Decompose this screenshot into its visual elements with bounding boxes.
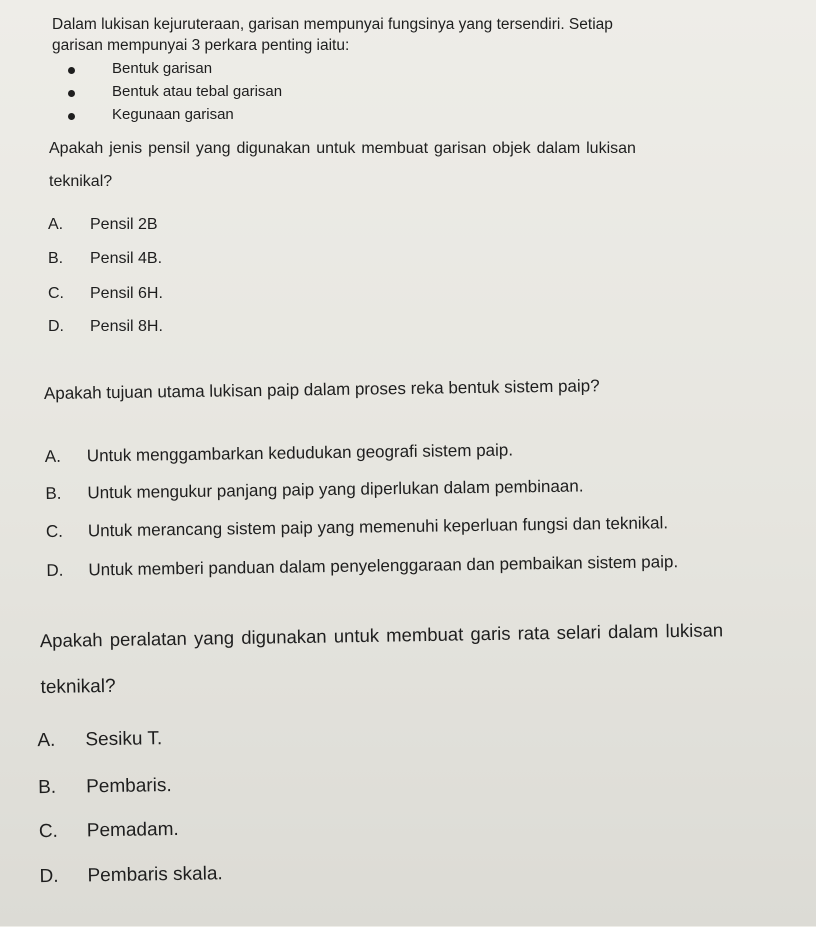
option-text: Pensil 4B. [90, 250, 162, 268]
option-text: Untuk merancang sistem paip yang memenuhi keperluan fungsi dan teknikal. [88, 513, 668, 541]
option-text: Pembaris. [86, 775, 172, 798]
question-1-line-1: Apakah jenis pensil yang digunakan untuk membuat garisan objek dalam lukisan [49, 140, 636, 158]
option-letter: A. [37, 730, 55, 752]
question-1-line-2: teknikal? [49, 173, 112, 191]
option-text: Pensil 8H. [90, 318, 163, 336]
question-2-line-1: Apakah tujuan utama lukisan paip dalam proses reka bentuk sistem paip? [44, 376, 600, 404]
option-letter: B. [45, 484, 61, 504]
option-text: Untuk memberi panduan dalam penyelenggaraan dan pembaikan sistem paip. [88, 552, 678, 580]
option-letter: C. [48, 285, 64, 303]
bullet-text: Kegunaan garisan [112, 106, 234, 123]
option-letter: B. [38, 777, 56, 799]
option-text: Pembaris skala. [87, 863, 223, 887]
intro-line-1: Dalam lukisan kejuruteraan, garisan mempunyai fungsinya yang tersendiri. Setiap [52, 16, 613, 34]
option-letter: D. [46, 561, 63, 581]
bullet-text: Bentuk atau tebal garisan [112, 83, 282, 100]
option-text: Pensil 6H. [90, 285, 163, 303]
option-text: Untuk mengukur panjang paip yang diperlukan dalam pembinaan. [87, 476, 583, 503]
option-letter: D. [48, 318, 64, 336]
option-letter: A. [48, 216, 63, 234]
intro-line-2: garisan mempunyai 3 perkara penting iaitu: [52, 37, 349, 55]
option-text: Pensil 2B [90, 216, 158, 234]
question-3-line-1: Apakah peralatan yang digunakan untuk membuat garis rata selari dalam lukisan [40, 619, 724, 652]
bullet-text: Bentuk garisan [112, 60, 212, 77]
option-letter: D. [39, 866, 58, 888]
option-letter: B. [48, 250, 63, 268]
question-3-line-2: teknikal? [40, 676, 115, 699]
option-letter: A. [45, 447, 61, 467]
option-text: Pemadam. [87, 819, 179, 842]
option-text: Untuk menggambarkan kedudukan geografi sistem paip. [87, 440, 513, 466]
option-text: Sesiku T. [85, 728, 162, 751]
option-letter: C. [46, 522, 63, 542]
option-letter: C. [39, 821, 58, 843]
